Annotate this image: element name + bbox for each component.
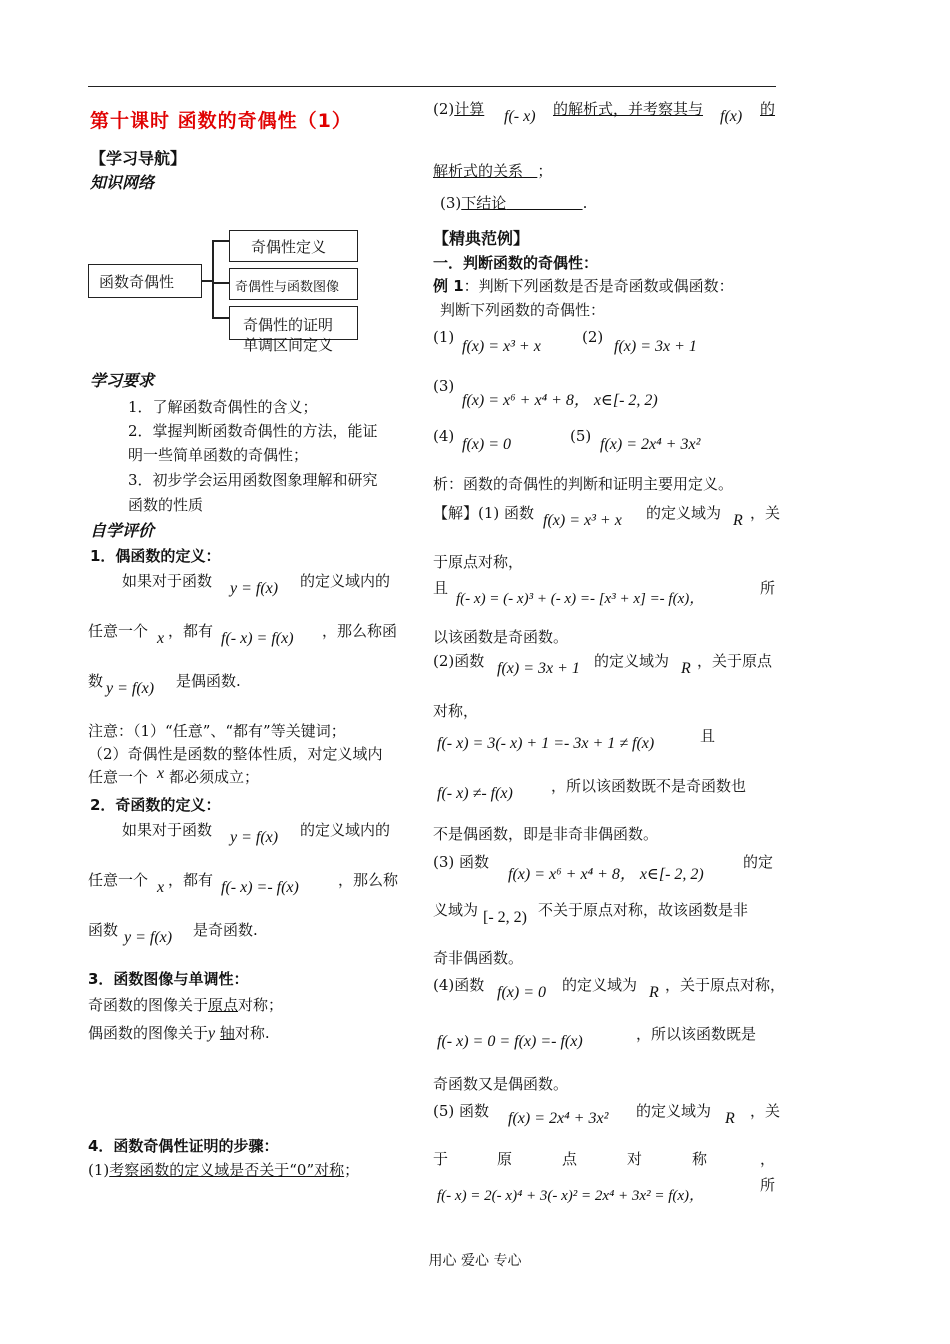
graph-text-part: 偶函数的图像关于 [88,1024,209,1042]
requirement-item: 1．了解函数奇偶性的含义； [128,398,318,416]
nav-heading: 【学习导航】 [90,149,187,168]
proof-step-end: ； [344,1161,360,1179]
requirement-item: 3．初步学会运用函数图象理解和研究 [128,471,378,489]
step-underlined: 解析式的关系 [433,162,524,180]
even-formula: y = f(x) [106,680,155,697]
odd-formula: y = f(x) [230,829,279,846]
graph-var: y [208,1025,216,1042]
diagram-connector [212,240,214,318]
solution-text-justified: 对 [627,1150,643,1168]
diagram-connector [212,317,229,319]
diagram-root-label: 函数奇偶性 [99,273,175,291]
example1-intro [433,275,734,296]
solution-formula: f(x) = 0 [497,984,546,1001]
page-footer: 用心 爱心 专心 [428,1253,522,1269]
note-text: 任意一个 [88,768,149,786]
solution-text: 的定义域为 [562,976,638,994]
odd-formula: y = f(x) [124,929,173,946]
odd-text: 的定义域内的 [300,821,391,839]
diagram-branch-proof: 奇偶性的证明 [243,316,334,334]
graph-underlined: 轴 [219,1024,235,1042]
odd-var: x [157,879,165,896]
odd-text: 任意一个 [88,871,149,889]
problem-formula: f(x) = 0 [462,436,511,453]
solution-text: (4)函数 [433,976,485,994]
even-text: 如果对于函数 [122,572,213,590]
solution-text: 奇函数又是偶函数。 [433,1075,569,1093]
problem-label: (2) [582,328,604,346]
odd-text: ，那么称 [338,871,399,889]
diagram-connector [212,282,229,284]
step2-line [433,98,484,119]
analysis-text: 析：函数的奇偶性的判断和证明主要用定义。 [433,475,734,493]
diagram-branch-definition: 奇偶性定义 [251,238,327,256]
note-text: （2）奇偶性是函数的整体性质，对定义域内 [88,745,383,763]
graph-text [88,994,283,1015]
solution-var: R [733,512,743,529]
step-underlined: 计算 [454,100,485,118]
step-underlined: 下结论 [461,194,507,212]
solution-text: 以该函数是奇函数。 [433,628,569,646]
solution-var: R [681,660,691,677]
solution-text: (2)函数 [433,652,485,670]
even-text: 是偶函数. [176,672,241,690]
odd-formula: f(- x) =- f(x) [221,879,299,896]
solution-formula: f(x) = 2x⁴ + 3x² [508,1110,609,1127]
solution-formula: f(- x) = (- x)³ + (- x) =- [x³ + x] =- f(x)， [456,591,705,607]
note-text: 注意：（1）“任意”、“都有”等关键词； [88,722,346,740]
odd-text: 函数 [88,921,119,939]
odd-text: ，都有 [168,871,214,889]
solution-text: ，所以该函数既不是奇函数也 [551,777,747,795]
solution-formula: [- 2, 2) [483,909,527,926]
step-end: ； [537,162,553,180]
graph-underlined: 原点 [208,996,239,1014]
step-end: . [582,194,588,212]
step2-underlined: 的解析式，并考察其与 [553,100,704,118]
even-text: ，那么称函 [322,622,398,640]
requirements-heading: 学习要求 [90,371,155,390]
even-formula: f(- x) = f(x) [221,630,294,647]
solution-var: R [725,1110,735,1127]
graph-text-part: 奇函数的图像关于 [88,996,209,1014]
solution-formula: f(- x) = 0 = f(x) =- f(x) [437,1033,583,1050]
diagram-branch-graph: 奇偶性与函数图像 [235,280,340,295]
odd-text: 是奇函数. [193,921,258,939]
proof-heading: 4．函数奇偶性证明的步骤： [88,1137,279,1155]
step3-line [440,192,587,213]
problem-formula: f(x) = 2x⁴ + 3x² [600,436,701,453]
solution-formula: f(- x) = 3(- x) + 1 =- 3x + 1 ≠ f(x) [437,735,655,752]
step-num: (2) [433,100,455,118]
solution-text: 所 [760,579,776,597]
graph-text [88,1022,270,1043]
solution-text: ，所以该函数既是 [636,1025,757,1043]
example-label: 例 1 [433,277,464,295]
step2-formula: f(x) [720,108,743,125]
note-var: x [157,765,165,782]
odd-text: 如果对于函数 [122,821,213,839]
even-text: 任意一个 [88,622,149,640]
problem-label: (4) [433,427,455,445]
solution-text: (3) 函数 [433,853,490,871]
problem-label: (5) [570,427,592,445]
solution-text-justified: 于 [433,1150,449,1168]
diagram-branch-monotonic: 单调区间定义 [243,336,334,354]
solution-formula: f(- x) ≠- f(x) [437,785,513,802]
step-num: (3) [440,194,462,212]
solution-text: 于原点对称， [433,553,524,571]
solution-text: 的定义域为 [636,1102,712,1120]
even-var: x [157,630,165,647]
note-text: 都必须成立； [169,768,260,786]
problem-formula: f(x) = x³ + x [462,338,541,355]
solution-text: 义域为 [433,901,479,919]
problem-formula: f(x) = x⁶ + x⁴ + 8， x∈[- 2, 2) [462,392,658,409]
solution-formula: f(x) = x⁶ + x⁴ + 8， x∈[- 2, 2) [508,866,704,883]
solution-text-justified: 称 [692,1150,708,1168]
solution-text: ，关于原点对称， [665,976,786,994]
requirement-item: 2．掌握判断函数奇偶性的方法，能证 [128,422,378,440]
example-text: ：判断下列函数是否是奇函数或偶函数： [463,277,734,295]
requirement-item: 函数的性质 [128,496,204,514]
even-text: ，都有 [168,622,214,640]
solution-formula: f(x) = x³ + x [543,512,622,529]
problem-label: (1) [433,328,455,346]
solution-text-justified: ， [760,1150,776,1168]
proof-step-underlined: 考察函数的定义域是否关于“0”对称 [109,1161,345,1179]
graph-text-part: 对称； [238,996,284,1014]
solution-text: 奇非偶函数。 [433,949,524,967]
even-heading: 1．偶函数的定义： [90,547,221,565]
diagram-connector [212,240,229,242]
graph-text-part: 对称. [234,1024,270,1042]
solution-text: ，关 [750,1102,781,1120]
solution-text: 所 [760,1176,776,1194]
solution-text: ，关 [750,504,781,522]
solution-text: 且 [433,579,449,597]
example1-intro2: 判断下列函数的奇偶性： [440,301,606,319]
solution-text: 的定义域为 [594,652,670,670]
even-formula: y = f(x) [230,580,279,597]
header-rule [88,86,776,87]
step2-line2 [433,160,552,181]
solution-text: 的定义域为 [646,504,722,522]
examples-subheading: 一．判断函数的奇偶性： [433,254,599,272]
proof-step-num: (1) [88,1161,110,1179]
solution-text: ，关于原点 [697,652,773,670]
solution-text: 不是偶函数，即是非奇非偶函数。 [433,825,659,843]
solution-text: 【解】(1) 函数 [433,504,535,522]
problem-formula: f(x) = 3x + 1 [614,338,697,355]
requirement-item: 明一些简单函数的奇偶性； [128,446,309,464]
graph-heading: 3．函数图像与单调性： [88,970,249,988]
examples-heading: 【精典范例】 [433,229,530,248]
odd-heading: 2．奇函数的定义： [90,796,221,814]
solution-text: 不关于原点对称，故该函数是非 [538,901,749,919]
solution-text-justified: 原 [497,1150,513,1168]
page-title: 第十课时 函数的奇偶性（1） [90,110,352,132]
solution-formula: f(x) = 3x + 1 [497,660,580,677]
solution-formula: f(- x) = 2(- x)⁴ + 3(- x)² = 2x⁴ + 3x² = f(x)， [437,1188,705,1204]
solution-text-justified: 点 [562,1150,578,1168]
solution-text: 对称， [433,702,479,720]
solution-text: (5) 函数 [433,1102,490,1120]
proof-step [88,1159,359,1180]
solution-text: 的定 [743,853,774,871]
solution-var: R [649,984,659,1001]
problem-label: (3) [433,377,455,395]
step2-underlined: 的 [760,100,776,118]
even-text: 数 [88,672,104,690]
even-text: 的定义域内的 [300,572,391,590]
knowledge-heading: 知识网络 [90,173,155,192]
solution-text: 且 [700,727,716,745]
step2-formula: f(- x) [504,108,536,125]
self-eval-heading: 自学评价 [90,521,155,540]
